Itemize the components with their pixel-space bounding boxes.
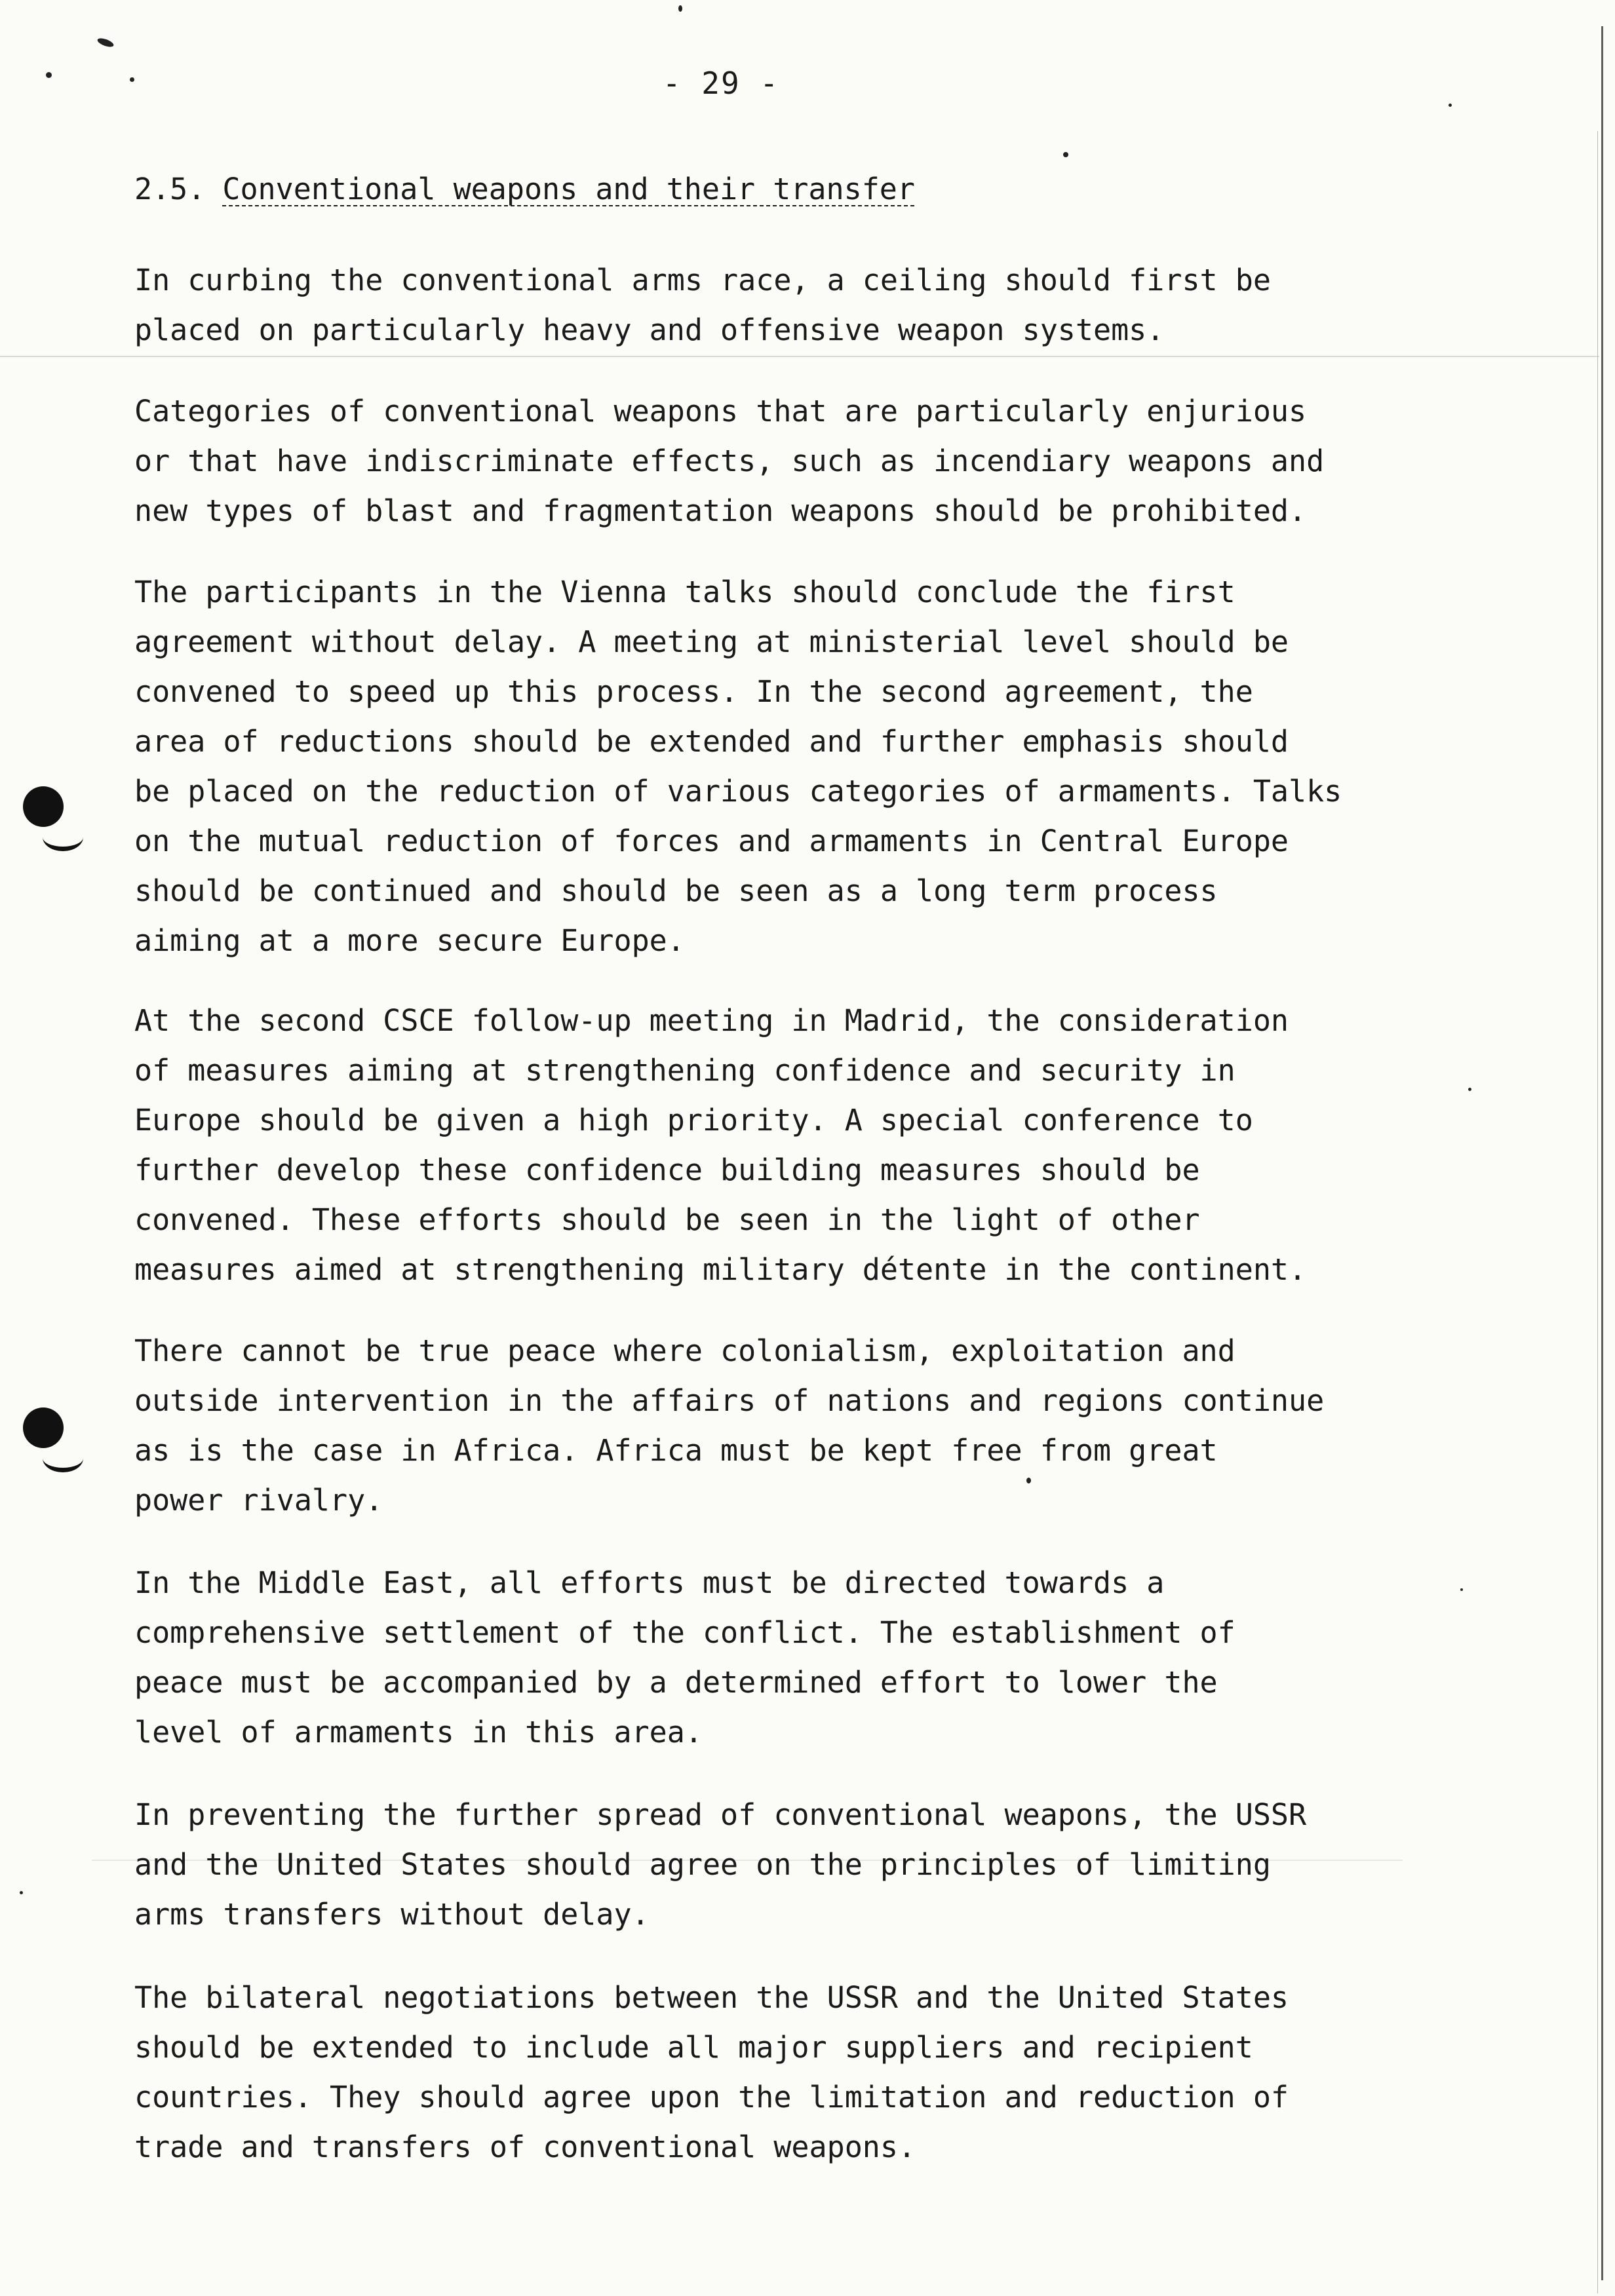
paragraph bbox=[134, 256, 1544, 355]
text-line: Categories of conventional weapons that are particularly enjurious bbox=[134, 394, 1307, 429]
text-line: convened. These efforts should be seen in the light of other bbox=[134, 1202, 1200, 1237]
paragraph bbox=[134, 567, 1544, 966]
text-line: or that have indiscriminate effects, such as incendiary weapons and bbox=[134, 444, 1325, 478]
text-line: arms transfers without delay. bbox=[134, 1897, 650, 1932]
text-line: peace must be accompanied by a determined effort to lower the bbox=[134, 1665, 1218, 1700]
text-line: outside intervention in the affairs of nations and regions continue bbox=[134, 1383, 1325, 1418]
scan-edge-line bbox=[1601, 26, 1603, 2280]
scan-speck bbox=[20, 1891, 23, 1894]
scan-speck bbox=[1063, 152, 1068, 157]
scan-edge-line-secondary bbox=[1597, 131, 1598, 2293]
scan-speck bbox=[678, 5, 682, 12]
text-line: level of armaments in this area. bbox=[134, 1715, 703, 1750]
text-line: placed on particularly heavy and offensive weapon systems. bbox=[134, 313, 1165, 347]
text-line: In curbing the conventional arms race, a ceiling should first be bbox=[134, 263, 1271, 297]
paragraph bbox=[134, 1326, 1544, 1525]
text-line: and the United States should agree on the principles of limiting bbox=[134, 1847, 1271, 1882]
text-line: new types of blast and fragmentation weapons should be prohibited. bbox=[134, 493, 1307, 528]
binder-hole-arc bbox=[43, 823, 83, 851]
binder-hole-arc bbox=[43, 1444, 83, 1472]
text-line: should be extended to include all major suppliers and recipient bbox=[134, 2030, 1253, 2065]
paragraph bbox=[134, 1973, 1544, 2172]
scan-artifact-band bbox=[0, 356, 1599, 357]
text-line: area of reductions should be extended and further emphasis should bbox=[134, 724, 1289, 759]
paragraph bbox=[134, 1790, 1544, 1940]
text-line: trade and transfers of conventional weapons. bbox=[134, 2130, 916, 2164]
text-line: further develop these confidence building measures should be bbox=[134, 1153, 1200, 1187]
text-line: agreement without delay. A meeting at ministerial level should be bbox=[134, 624, 1289, 659]
text-line: convened to speed up this process. In the second agreement, the bbox=[134, 674, 1253, 709]
paragraph bbox=[134, 387, 1544, 536]
text-line: on the mutual reduction of forces and armaments in Central Europe bbox=[134, 824, 1289, 858]
binder-hole-mark bbox=[23, 1407, 64, 1448]
text-line: The participants in the Vienna talks should conclude the first bbox=[134, 575, 1236, 609]
text-line: comprehensive settlement of the conflict. The establishment of bbox=[134, 1615, 1236, 1650]
text-line: In preventing the further spread of conventional weapons, the USSR bbox=[134, 1797, 1307, 1832]
text-line: The bilateral negotiations between the USSR and the United States bbox=[134, 1980, 1289, 2015]
text-line: should be continued and should be seen as a long term process bbox=[134, 873, 1218, 908]
text-line: of measures aiming at strengthening confidence and security in bbox=[134, 1053, 1236, 1088]
section-heading bbox=[134, 172, 915, 206]
paragraph bbox=[134, 996, 1544, 1295]
text-line: measures aimed at strengthening military détente in the continent. bbox=[134, 1252, 1307, 1287]
paragraph bbox=[134, 1558, 1544, 1757]
scan-speck bbox=[96, 37, 115, 48]
section-number: 2.5. bbox=[134, 172, 206, 206]
text-line: as is the case in Africa. Africa must be kept free from great bbox=[134, 1433, 1218, 1468]
text-line: power rivalry. bbox=[134, 1483, 383, 1518]
binder-hole-mark bbox=[23, 786, 64, 827]
section-title: Conventional weapons and their transfer bbox=[222, 172, 915, 206]
scan-speck bbox=[1449, 104, 1452, 107]
text-line: There cannot be true peace where colonialism, exploitation and bbox=[134, 1333, 1236, 1368]
text-line: countries. They should agree upon the limitation and reduction of bbox=[134, 2080, 1289, 2114]
text-line: In the Middle East, all efforts must be directed towards a bbox=[134, 1565, 1165, 1600]
page-number: - 29 - bbox=[662, 66, 780, 101]
text-line: Europe should be given a high priority. A special conference to bbox=[134, 1103, 1253, 1138]
text-line: be placed on the reduction of various categories of armaments. Talks bbox=[134, 774, 1342, 809]
text-line: aiming at a more secure Europe. bbox=[134, 923, 685, 958]
text-line: At the second CSCE follow-up meeting in Madrid, the consideration bbox=[134, 1003, 1289, 1038]
